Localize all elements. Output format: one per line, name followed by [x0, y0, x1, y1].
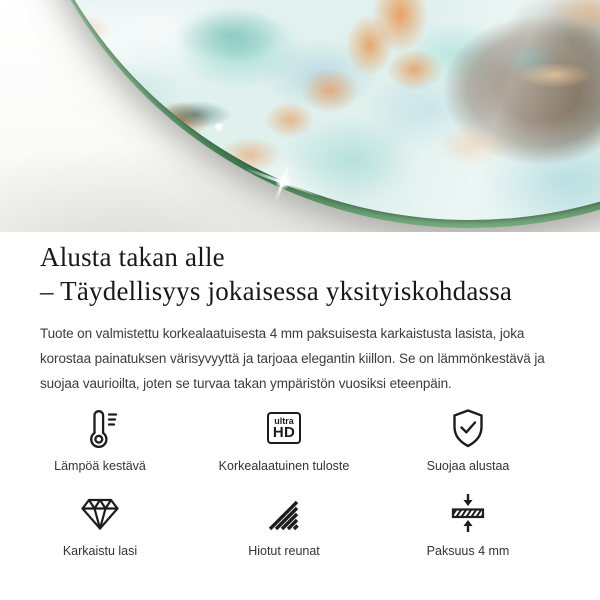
- ultra-hd-text-bottom: HD: [272, 423, 296, 441]
- feature-grid: [8, 406, 560, 558]
- shield-check-icon: [446, 406, 490, 450]
- small-glint-icon: [214, 122, 224, 132]
- feature-label: Suojaa alustaa: [426, 459, 510, 473]
- diamond-icon: [78, 491, 122, 535]
- feature-polished-edges: [192, 491, 376, 558]
- feature-thickness: [376, 491, 560, 558]
- product-description: Tuote on valmistettu korkealaatuisesta 4 mm paksuisesta karkaistusta lasista, joka korostaa painatuksen värisyvyyttä ja tarjoaa elegantin kiillon. Se on lämmönkestävä ja suojaa vaurioilta, joten se turvaa takan ympäristön vuosiksi eteenpäin.: [40, 326, 545, 391]
- feature-label: Paksuus 4 mm: [426, 544, 510, 558]
- feature-label: Lämpöä kestävä: [54, 459, 146, 473]
- feature-protects-base: [376, 406, 560, 473]
- heading-line-2: – Täydellisyys jokaisessa yksityiskohdassa: [40, 276, 513, 306]
- feature-label: Karkaistu lasi: [62, 544, 138, 558]
- feature-label: Korkealaatuinen tuloste: [218, 459, 350, 473]
- thermometer-icon: [78, 406, 122, 450]
- heading-line-1: Alusta takan alle: [40, 242, 225, 272]
- section-heading: [40, 240, 560, 308]
- ultra-hd-icon: [267, 406, 301, 450]
- thickness-icon: [446, 491, 490, 535]
- feature-label: Hiotut reunat: [248, 544, 320, 558]
- feature-heat-resistant: [8, 406, 192, 473]
- sparkle-glint-icon: [243, 142, 323, 222]
- product-photo: [0, 0, 600, 232]
- polished-edges-icon: [262, 491, 306, 535]
- feature-high-quality-print: [192, 406, 376, 473]
- ultra-hd-text-top: ultra: [274, 415, 294, 426]
- feature-tempered-glass: [8, 491, 192, 558]
